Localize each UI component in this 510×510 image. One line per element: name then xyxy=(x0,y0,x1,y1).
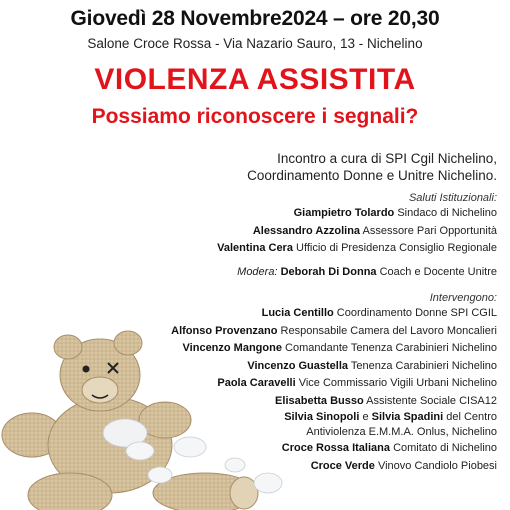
torn-teddy-bear-illustration xyxy=(0,325,300,510)
person-name: Silvia Sinopoli xyxy=(284,411,360,423)
person-name: Alessandro Azzolina xyxy=(252,224,361,237)
person-role: Tenenza Carabinieri Nichelino xyxy=(350,359,497,372)
person-name: Lucia Centillo xyxy=(261,307,334,319)
moderator-name: Deborah Di Donna xyxy=(280,266,377,278)
event-date-time: Giovedì 28 Novembre2024 – ore 20,30 xyxy=(70,7,440,30)
person-role: del Centro xyxy=(446,411,497,423)
person-role: Responsabile Camera del Lavoro Moncalieri xyxy=(280,324,497,337)
person-role: Sindaco di Nichelino xyxy=(397,207,497,219)
greeting-row xyxy=(97,240,497,258)
event-subtitle: Possiamo riconoscere i segnali? xyxy=(91,105,419,128)
stuffing-tuft xyxy=(126,442,154,460)
person-role: Comandante Tenenza Carabinieri Nichelino xyxy=(285,342,497,354)
event-venue: Salone Croce Rossa - Via Nazario Sauro, 13 - Nichelino xyxy=(87,36,423,51)
person-name: Vincenzo Mangone xyxy=(182,342,282,354)
person-name: Valentina Cera xyxy=(217,242,293,254)
speakers-label: Intervengono: xyxy=(429,292,497,304)
person-role: Antiviolenza E.M.M.A. Onlus, Nichelino xyxy=(306,426,497,438)
stuffing-tuft xyxy=(254,473,282,493)
greetings-list xyxy=(97,205,497,258)
person-role: Coordinamento Donne SPI CGIL xyxy=(336,307,497,319)
person-name: Alfonso Provenzano xyxy=(171,324,278,337)
intro-line: Coordinamento Donne e Unitre Nichelino. xyxy=(247,168,497,183)
bear-eye xyxy=(83,366,90,373)
person-name: Croce Verde xyxy=(310,459,375,472)
organizer-intro xyxy=(177,150,497,184)
conjunction: e xyxy=(362,411,369,423)
person-role: Ufficio di Presidenza Consiglio Regionale xyxy=(296,242,497,254)
bear-ear xyxy=(114,331,142,355)
person-role: Assistente Sociale CISA12 xyxy=(366,394,497,407)
moderator-label: Modera: xyxy=(237,266,278,278)
person-role: Vinovo Candiolo Piobesi xyxy=(377,459,497,472)
moderator-line xyxy=(97,266,497,278)
bear-ear xyxy=(54,335,82,359)
event-title: VIOLENZA ASSISTITA xyxy=(94,63,416,96)
moderator-role: Coach e Docente Unitre xyxy=(379,266,497,278)
person-name: Elisabetta Busso xyxy=(275,394,364,407)
greeting-row xyxy=(97,205,497,223)
person-name: Vincenzo Guastella xyxy=(247,359,348,372)
person-name: Paola Caravelli xyxy=(217,377,296,389)
greetings-label: Saluti Istituzionali: xyxy=(408,192,497,204)
greeting-row xyxy=(97,223,497,241)
stuffing-tuft xyxy=(225,458,245,472)
stuffing-tuft xyxy=(174,437,206,457)
intro-line: Incontro a cura di SPI Cgil Nichelino, xyxy=(277,151,497,166)
person-role: Vice Commissario Vigili Urbani Nichelino xyxy=(298,377,497,389)
person-role: Assessore Pari Opportunità xyxy=(362,224,497,237)
person-name: Silvia Spadini xyxy=(371,411,444,423)
person-role: Comitato di Nichelino xyxy=(393,442,497,454)
person-name: Giampietro Tolardo xyxy=(293,207,395,219)
bear-muzzle xyxy=(82,377,118,403)
person-name: Croce Rossa Italiana xyxy=(281,442,390,454)
stuffing-tuft xyxy=(148,467,172,483)
speaker-row xyxy=(97,305,497,323)
